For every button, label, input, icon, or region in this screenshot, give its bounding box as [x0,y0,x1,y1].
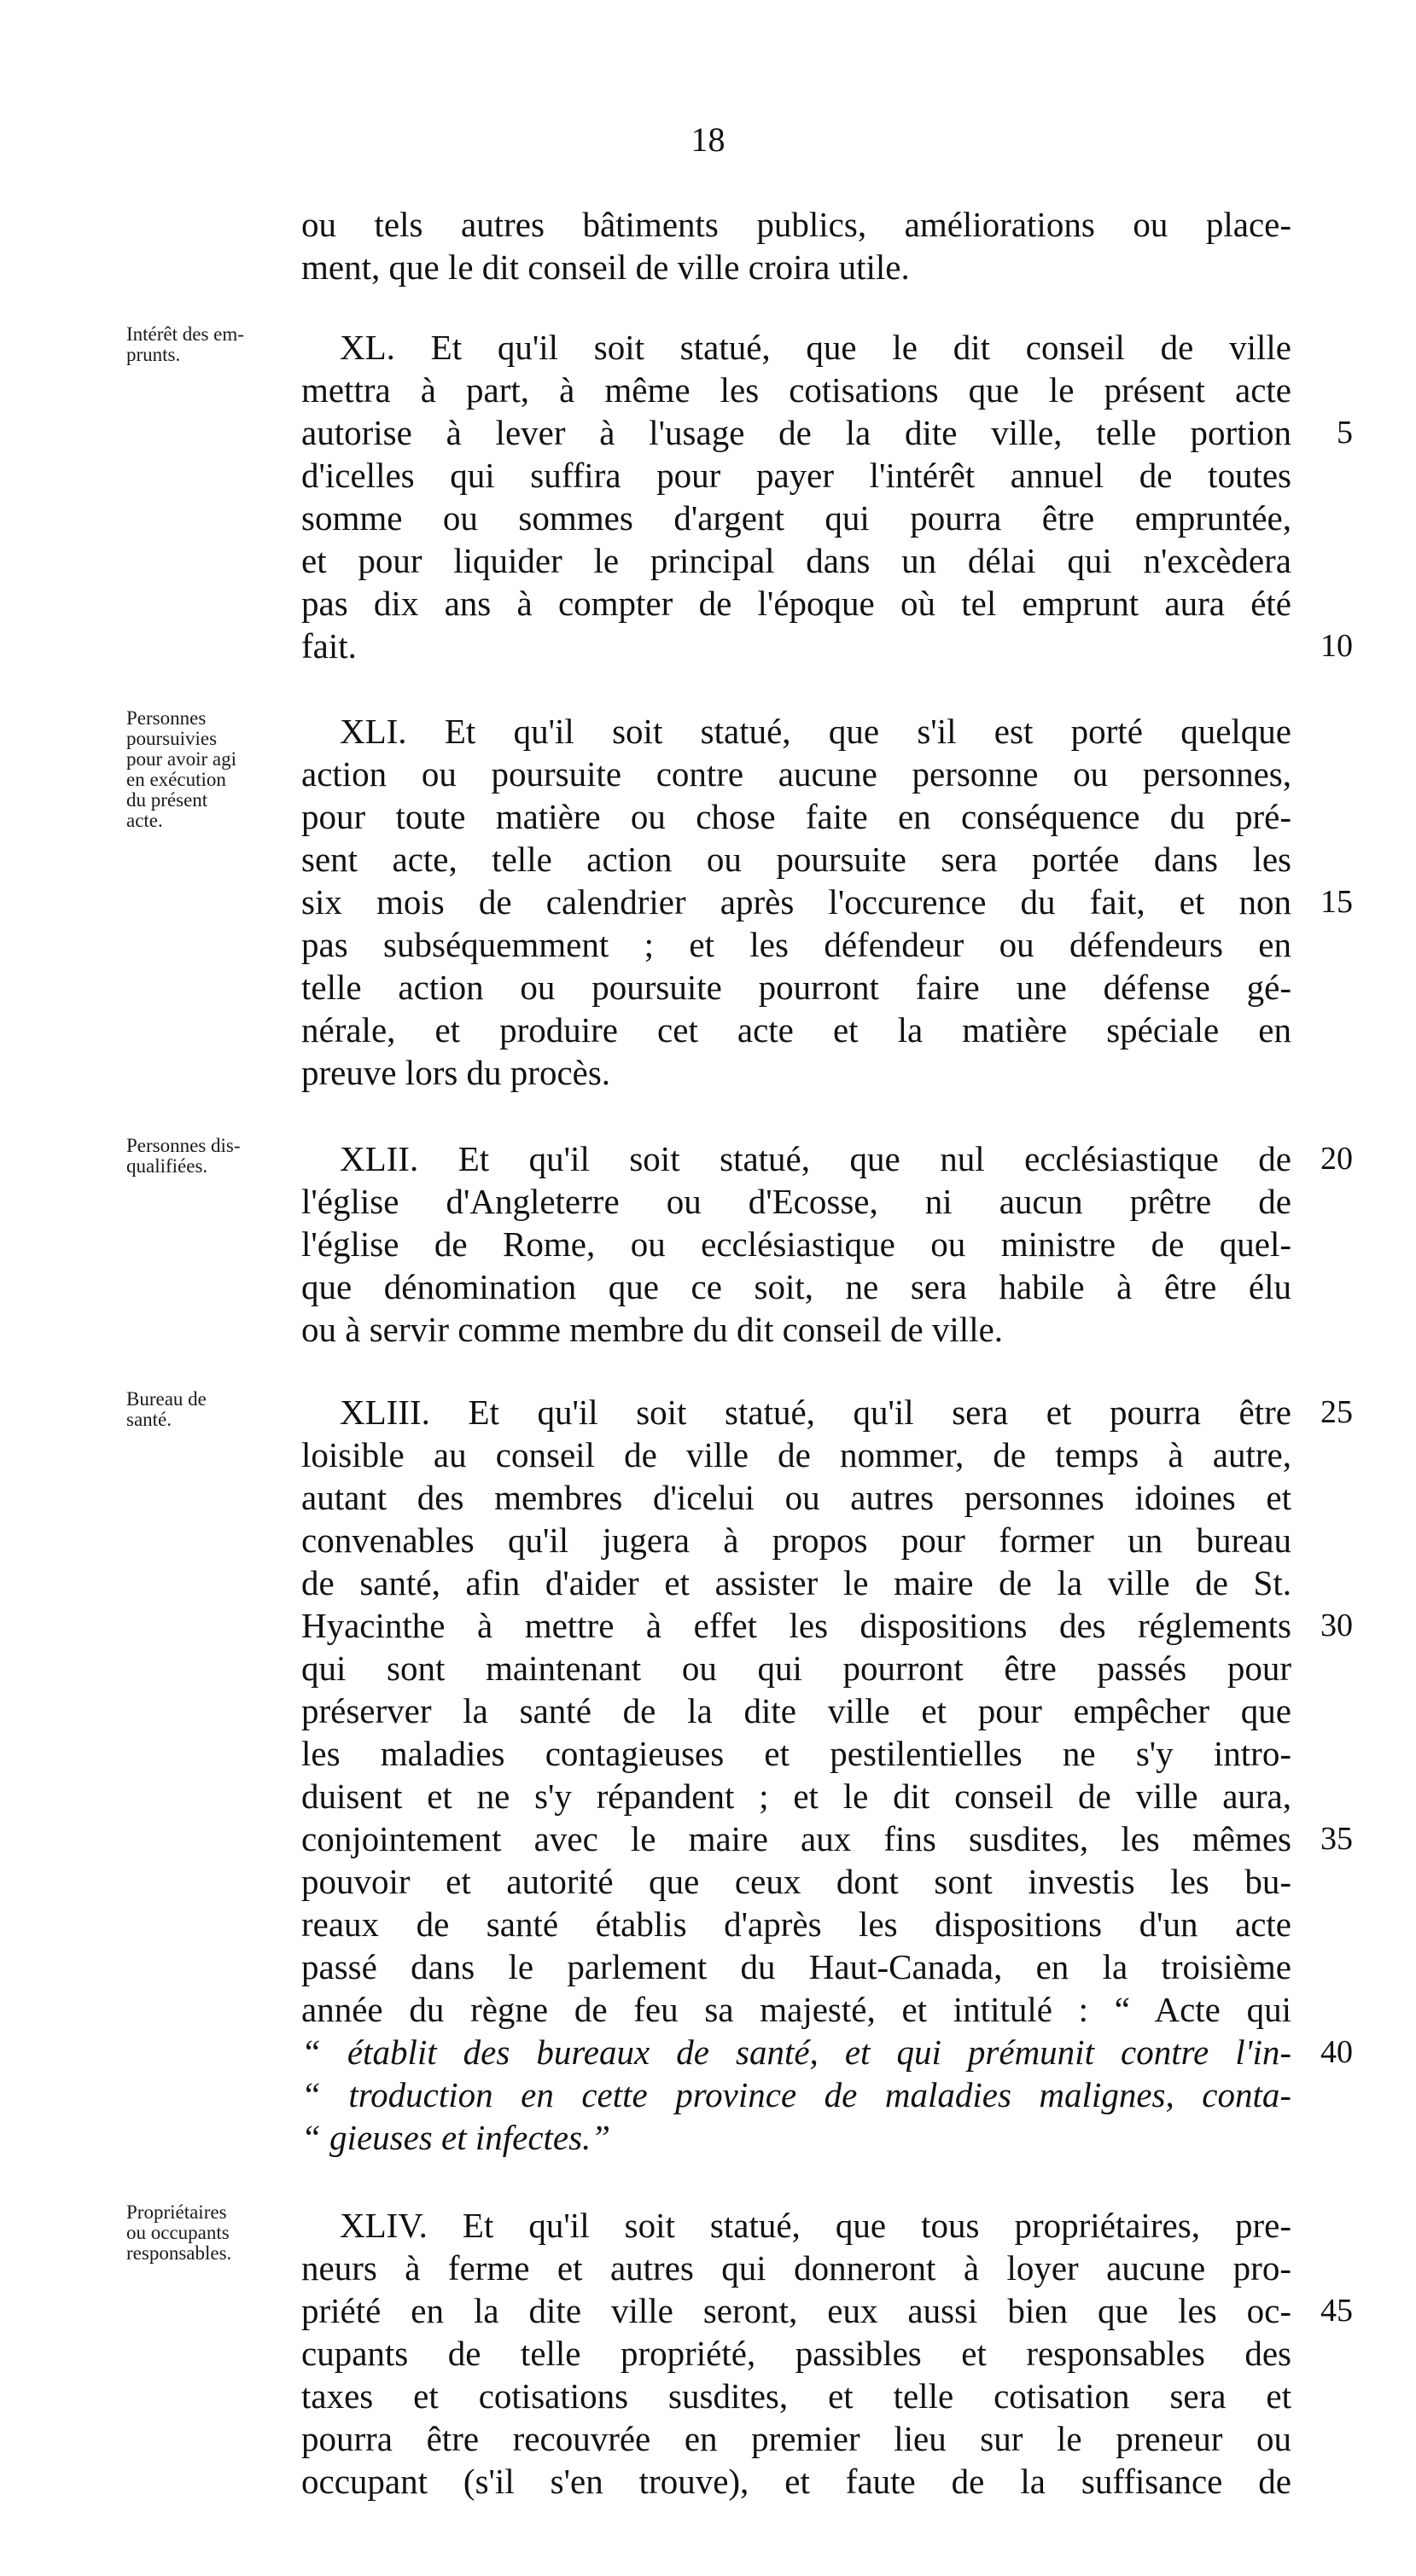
text-line: mettra à part, à même les cotisations que le présent acte [301,370,1291,410]
text-line: que dénomination que ce soit, ne sera habile à être élu [301,1267,1291,1306]
text-line: taxes et cotisations susdites, et telle cotisation sera et [301,2376,1291,2416]
text-line: cupants de telle propriété, passibles et responsables des [301,2334,1291,2373]
text-line: priété en la dite ville seront, eux aussi bien que les oc- [301,2291,1291,2330]
text-line: les maladies contagieuses et pestilentielles ne s'y intro- [301,1734,1291,1773]
text-line: pouvoir et autorité que ceux dont sont investis les bu- [301,1862,1291,1901]
text-line: “ gieuses et infectes.” [301,2118,611,2157]
text-line: “ établit des bureaux de santé, et qui prémunit contre l'in- [301,2032,1291,2072]
margin-note: Bureau de santé. [126,1388,207,1430]
text-line: et pour liquider le principal dans un délai qui n'excèdera [301,541,1291,580]
text-line: loisible au conseil de ville de nommer, de temps à autre, [301,1435,1291,1474]
text-line: duisent et ne s'y répandent ; et le dit conseil de ville aura, [301,1776,1291,1816]
text-line: XLIII. Et qu'il soit statué, qu'il sera et pourra être [340,1393,1291,1432]
margin-note: Intérêt des em- prunts. [126,323,244,365]
margin-note: Personnes poursuivies pour avoir agi en exécution du présent acte. [126,707,237,831]
text-line: reaux de santé établis d'après les dispositions d'un acte [301,1904,1291,1944]
text-line: sent acte, telle action ou poursuite sera portée dans les [301,840,1291,879]
text-line: pour toute matière ou chose faite en conséquence du pré- [301,797,1291,836]
line-number: 10 [1320,628,1353,664]
text-line: pourra être recouvrée en premier lieu sur le preneur ou [301,2419,1291,2458]
text-line: pas dix ans à compter de l'époque où tel emprunt aura été [301,584,1291,623]
text-line: ment, que le dit conseil de ville croira utile. [301,247,910,287]
text-line: conjointement avec le maire aux fins susdites, les mêmes [301,1819,1291,1858]
line-number: 15 [1320,884,1353,920]
text-line: nérale, et produire cet acte et la matière spéciale en [301,1010,1291,1050]
line-number: 30 [1320,1608,1353,1643]
line-number: 35 [1320,1821,1353,1857]
text-line: autant des membres d'icelui ou autres personnes idoines et [301,1478,1291,1517]
text-line: XL. Et qu'il soit statué, que le dit conseil de ville [340,328,1291,367]
line-number: 40 [1320,2034,1353,2070]
text-line: qui sont maintenant ou qui pourront être passés pour [301,1649,1291,1688]
text-line: Hyacinthe à mettre à effet les dispositions des réglements [301,1606,1291,1645]
text-line: ou tels autres bâtiments publics, améliorations ou place- [301,205,1291,244]
text-line: neurs à ferme et autres qui donneront à loyer aucune pro- [301,2248,1291,2288]
text-line: convenables qu'il jugera à propos pour former un bureau [301,1521,1291,1560]
text-line: XLI. Et qu'il soit statué, que s'il est porté quelque [340,712,1291,751]
line-number: 45 [1320,2293,1353,2329]
text-line: preuve lors du procès. [301,1053,611,1092]
line-number: 5 [1337,415,1353,451]
text-line: occupant (s'il s'en trouve), et faute de la suffisance de [301,2462,1291,2501]
text-line: préserver la santé de la dite ville et pour empêcher que [301,1691,1291,1730]
text-line: fait. [301,626,357,666]
text-line: d'icelles qui suffira pour payer l'intérêt annuel de toutes [301,456,1291,495]
margin-note: Personnes dis- qualifiées. [126,1135,241,1177]
text-line: passé dans le parlement du Haut-Canada, en la troisième [301,1947,1291,1986]
text-line: six mois de calendrier après l'occurence du fait, et non [301,882,1291,922]
page-number: 18 [691,120,725,159]
line-number: 25 [1320,1394,1353,1430]
text-line: somme ou sommes d'argent qui pourra être empruntée, [301,498,1291,538]
text-line: pas subséquemment ; et les défendeur ou défendeurs en [301,925,1291,964]
text-line: l'église de Rome, ou ecclésiastique ou ministre de quel- [301,1224,1291,1264]
text-line: XLII. Et qu'il soit statué, que nul ecclésiastique de [340,1139,1291,1178]
text-line: telle action ou poursuite pourront faire une défense gé- [301,968,1291,1007]
text-line: ou à servir comme membre du dit conseil de ville. [301,1310,1004,1349]
text-line: de santé, afin d'aider et assister le maire de la ville de St. [301,1563,1291,1602]
text-line: année du règne de feu sa majesté, et intitulé : “ Acte qui [301,1990,1291,2029]
text-line: action ou poursuite contre aucune personne ou personnes, [301,754,1291,794]
text-line: l'église d'Angleterre ou d'Ecosse, ni aucun prêtre de [301,1182,1291,1221]
text-line: autorise à lever à l'usage de la dite ville, telle portion [301,413,1291,452]
text-line: XLIV. Et qu'il soit statué, que tous propriétaires, pre- [340,2206,1291,2245]
line-number: 20 [1320,1141,1353,1177]
text-line: “ troduction en cette province de maladies malignes, conta- [301,2075,1291,2114]
margin-note: Propriétaires ou occupants responsables. [126,2201,232,2264]
